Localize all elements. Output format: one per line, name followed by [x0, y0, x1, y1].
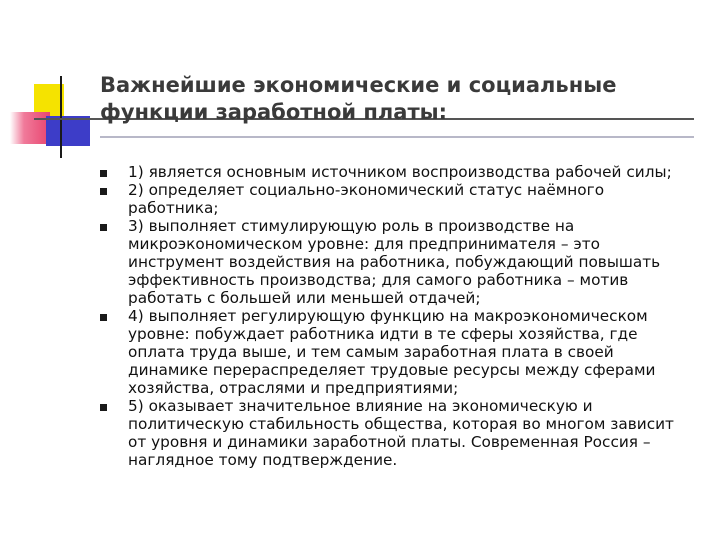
- list-item: [100, 217, 695, 307]
- decorative-vertical-line: [60, 76, 62, 158]
- list-item-text: 4) выполняет регулирующую функцию на макроэкономическом уровне: побуждает работника идти в те сферы хозяйства, где оплата труда выше, и тем самым заработная плата в своей динамике перераспределяет трудовые ресурсы между сферами хозяйства, отраслями и предприятиями;: [128, 307, 656, 397]
- list-item-text: 2) определяет социально-экономический статус наёмного работника;: [128, 181, 605, 217]
- decorative-blue-square: [46, 116, 90, 146]
- list-item: [100, 307, 695, 397]
- square-bullet-icon: [100, 224, 107, 231]
- list-item-text: 5) оказывает значительное влияние на экономическую и политическую стабильность общества, которая во многом зависит от уровня и динамики заработной платы. Современная Россия – наглядное тому подтверждение.: [128, 397, 674, 469]
- list-item: [100, 181, 695, 217]
- list-item: [100, 163, 695, 181]
- list-item: [100, 397, 695, 469]
- square-bullet-icon: [100, 188, 107, 195]
- title-underline: [100, 136, 694, 138]
- list-item-text: 3) выполняет стимулирующую роль в производстве на микроэкономическом уровне: для предпринимателя – это инструмент воздействия на работника, побуждающий повышать эффективность производства; для самого работника – мотив работать с большей или меньшей отдачей;: [128, 217, 661, 307]
- square-bullet-icon: [100, 170, 107, 177]
- decorative-red-square: [10, 112, 50, 144]
- slide-title: Важнейшие экономические и социальные функции заработной платы:: [100, 73, 617, 124]
- list-item-text: 1) является основным источником воспроизводства рабочей силы;: [128, 163, 672, 181]
- bullet-list: [100, 163, 695, 469]
- square-bullet-icon: [100, 404, 107, 411]
- square-bullet-icon: [100, 314, 107, 321]
